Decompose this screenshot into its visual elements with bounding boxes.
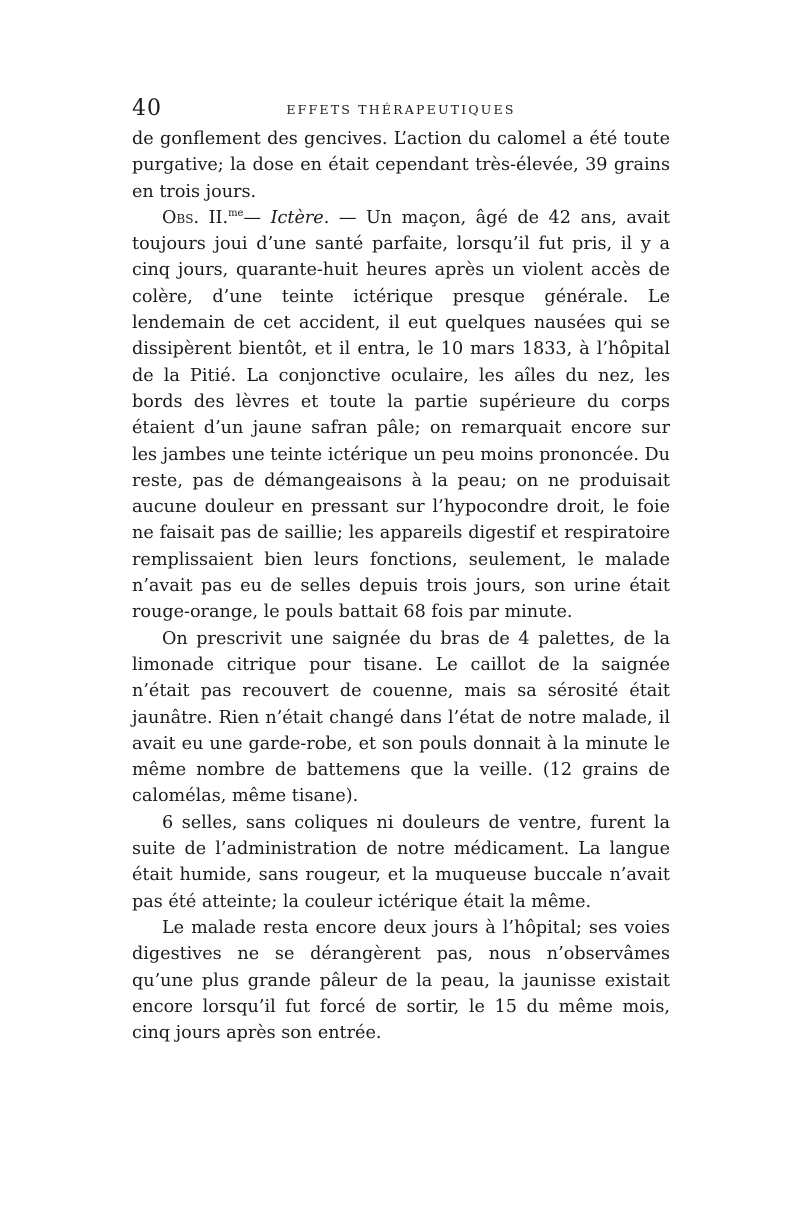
page-number: 40 [132,96,162,121]
observation-title: Ictère. [270,207,330,228]
paragraph-3: On prescrivit une saignée du bras de 4 palettes, de la limonade citrique pour tisane. Le caillot de la saignée n’était pas recouvert de couenne, mais sa sérosité était jaunâtre. Rien n’était changé dans l’état de notre malade, il avait eu une garde-robe, et son pouls donnait à la minute le même nombre de battemens que la veille. (12 grains de calomélas, même tisane). [132,628,670,807]
observation-dash: — [243,207,262,228]
observation-ordinal: me [228,208,244,220]
running-head: EFFETS THÉRAPEUTIQUES [286,102,516,117]
paragraph-4: 6 selles, sans coliques ni douleurs de ventre, furent la suite de l’administration de notre médicament. La langue était humide, sans rougeur, et la muqueuse buccale n’avait pas été atteinte; la couleur ictérique était la même. [132,812,670,912]
page-header [132,96,670,124]
paragraph-1: de gonflement des gencives. L’action du calomel a été toute purgative; la dose en était cependant très-élevée, 39 grains en trois jours. [132,129,670,202]
observation-paragraph [132,205,670,626]
paragraph-5: Le malade resta encore deux jours à l’hôpital; ses voies digestives ne se dérangèrent pas, nous n’observâmes qu’une plus grande pâleur de la peau, la jaunisse existait encore lorsqu’il fut forcé de sortir, le 15 du même mois, cinq jours après son entrée. [132,917,670,1044]
observation-label: Obs. II. [162,207,229,228]
observation-text: — Un maçon, âgé de 42 ans, avait toujours joui d’une santé parfaite, lorsqu’il fut pris, il y a cinq jours, quarante-huit heures après un violent accès de colère, d’une teinte ictérique presque générale. Le lendemain de cet accident, il eut quelques nausées qui se dissipèrent bientôt, et il entra, le 10 mars 1833, à l’hôpital de la Pitié. La conjonctive oculaire, les aîles du nez, les bords des lèvres et toute la partie supérieure du corps étaient d’un jaune safran pâle; on remarquait encore sur les jambes une teinte ictérique un peu moins prononcée. Du reste, pas de démangeaisons à la peau; on ne produisait aucune douleur en pressant sur l’hypocondre droit, le foie ne faisait pas de saillie; les appareils digestif et respiratoire remplissaient bien leurs fonctions, seulement, le malade n’avait pas eu de selles depuis trois jours, son urine était rouge-orange, le pouls battait 68 fois par minute. [132,207,671,623]
body-text [132,126,670,1046]
